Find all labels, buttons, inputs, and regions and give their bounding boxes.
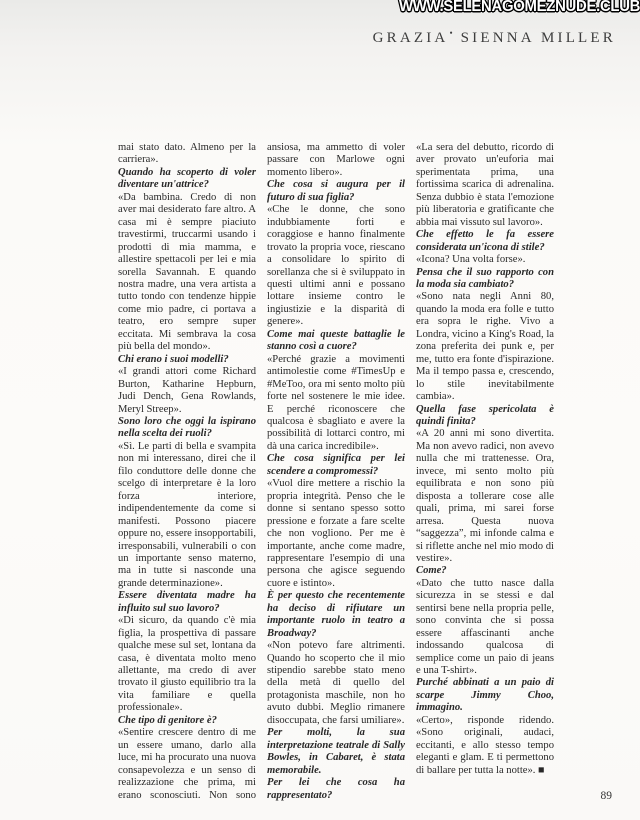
interview-question: Quella fase spericolata è quindi finita? — [416, 403, 554, 427]
interview-question: Per lei che cosa ha rappresentato? — [267, 777, 405, 801]
interview-question: Essere diventata madre ha influito sul suo lavoro? — [118, 590, 256, 614]
interview-answer: «Dato che tutto nasce dalla sicurezza in se stessi e dal sentirsi bene nella propria pelle, sono convinta che si possa essere affascinanti anche indossando qualcosa di semplice come un paio di jeans e una T-shirt». — [416, 577, 554, 677]
interview-answer: «Da bambina. Credo di non aver mai desiderato fare altro. A casa mi è sempre piaciuto travestirmi, truccarmi usando i prodotti di mia mamma, e allestire spettacoli per lei e mia sorella Savannah. E quando nostra madre, una vera artista a tutto tondo con tendenze hippie come mio padre, ci portava a teatro, ero sempre super eccitata. Mi sembrava la cosa più bella del mondo». — [118, 191, 256, 353]
interview-answer: «A 20 anni mi sono divertita. Ma non avevo radici, non avevo nulla che mi trattenesse. Ora, invece, mi sento molto più equilibrata e non sono più disposta a tollerare cose alle quali, prima, mi sarei forse arresa. Questa nuova “saggezza”, mi infonde calma e si riflette anche nel mio modo di vestire». — [416, 428, 554, 564]
interview-question: Che cosa si augura per il futuro di sua figlia? — [267, 179, 405, 203]
interview-answer: «Vuol dire mettere a rischio la propria integrità. Penso che le donne si sentano spesso sotto pressione e forzate a fare scelte che non vogliono. Per me è importante, anche come madre, rappresentare l'esempio di una persona che agisce seguendo cuore e istinto». — [267, 478, 405, 589]
interview-question: Quando ha scoperto di voler diventare un'attrice? — [118, 166, 256, 191]
interview-question: Che tipo di genitore è? — [118, 714, 217, 726]
interview-answer: «Di sicuro, da quando c'è mia figlia, la prospettiva di passare qualche mese sul set, lontana da casa, è diventata molto meno allettante, ma credo di aver trovato il giusto equilibrio tra la vita familiare e quella professionale». — [118, 615, 256, 714]
masthead-subject-name: SIENNA MILLER — [460, 30, 616, 46]
interview-question: Che cosa significa per lei scendere a compromessi? — [267, 453, 405, 477]
interview-answer: «Certo», risponde ridendo. «Sono originali, audaci, eccitanti, e allo stesso tempo eleganti e glam. E ti permettono di ballare per tutta la notte». ■ — [416, 714, 554, 776]
interview-question: Sono loro che oggi la ispirano nella scelta dei ruoli? — [118, 415, 256, 440]
page-number: 89 — [600, 790, 612, 802]
interview-question: Per molti, la sua interpretazione teatrale di Sally Bowles, in Cabaret, è stata memorabile. — [267, 727, 405, 776]
masthead — [373, 28, 616, 47]
masthead-magazine-name: GRAZIA — [372, 30, 449, 46]
interview-answer: «Che le donne, che sono indubbiamente forti e coraggiose e hanno finalmente trovato la propria voce, riescano a consolidare lo spirito di sorellanza che si è sviluppato in questi ultimi anni e possano lottare insieme contro le ingiustizie e la disparità di genere». — [267, 204, 405, 328]
interview-question: Purché abbinati a un paio di scarpe Jimmy Choo, immagino. — [416, 677, 554, 714]
watermark-url: WWW.SELENAGOMEZNUDE.CLUB — [398, 0, 640, 15]
interview-answer: «Icona? Una volta forse». — [416, 254, 526, 266]
interview-answer: «I grandi attori come Richard Burton, Katharine Hepburn, Judi Dench, Gena Rowlands, Meryl Streep». — [118, 366, 256, 415]
interview-answer: «Sì. Le parti di bella e svampita non mi interessano, direi che il filo conduttore delle donne che scelgo di interpretare è la loro forza interiore, indipendentemente da come si manifesti. Possono piacere oppure no, essere insopportabili, irresponsabili, vulnerabili o con un importante senso materno, ma in tutte si nasconde una grande determinazione». — [118, 440, 256, 589]
interview-answer: «Sentire crescere dentro di me un essere umano, darlo alla luce, mi ha procurato una nuova consapevolezza e un senso di realizzazione che prima, mi erano sconosciuti. Non sono ansiosa, ma ammetto di voler passare con Marlowe ogni momento libero». — [118, 142, 405, 801]
interview-answer: «Sono nata negli Anni 80, quando la moda era folle e tutto era sopra le righe. Vivo a Londra, vicino a King's Road, la zona preferita dei punk e, per me, tutto era fonte d'ispirazione. Ma il tempo passa e, crescendo, lo stile inevitabilmente cambia». — [416, 291, 554, 403]
interview-answer: «Non potevo fare altrimenti. Quando ho scoperto che il mio stipendio sarebbe stato meno della metà di quello del protagonista maschile, non ho avuto dubbi. Meglio rimanere disoccupata, che farsi umiliare». — [267, 640, 405, 726]
article-columns — [118, 142, 554, 802]
interview-answer: mai stato dato. Almeno per la carriera». — [118, 142, 256, 166]
masthead-separator-dot: • — [449, 28, 453, 38]
interview-answer: «La sera del debutto, ricordo di aver provato un'euforia mai sperimentata prima, una fortissima scarica di adrenalina. Senza dubbio è stata l'emozione più liberatoria e gratificante che abbia mai vissuto sul lavoro». — [416, 142, 554, 228]
interview-question: È per questo che recentemente ha deciso di rifiutare un importante ruolo in teatro a Broadway? — [267, 590, 405, 639]
interview-question: Come? — [416, 565, 447, 577]
interview-answer: «Perché grazie a movimenti antimolestie come #TimesUp e #MeToo, ora mi sento molto più forte nel sostenere le mie idee. E perché riconoscere che qualcosa è sbagliato e avere la possibilità di lottarci contro, mi dà una carica incredibile». — [267, 353, 405, 452]
interview-question: Pensa che il suo rapporto con la moda sia cambiato? — [416, 266, 554, 290]
interview-question: Come mai queste battaglie le stanno così a cuore? — [267, 328, 405, 353]
interview-question: Chi erano i suoi modelli? — [118, 353, 229, 365]
interview-question: Che effetto le fa essere considerata un'icona di stile? — [416, 229, 554, 253]
